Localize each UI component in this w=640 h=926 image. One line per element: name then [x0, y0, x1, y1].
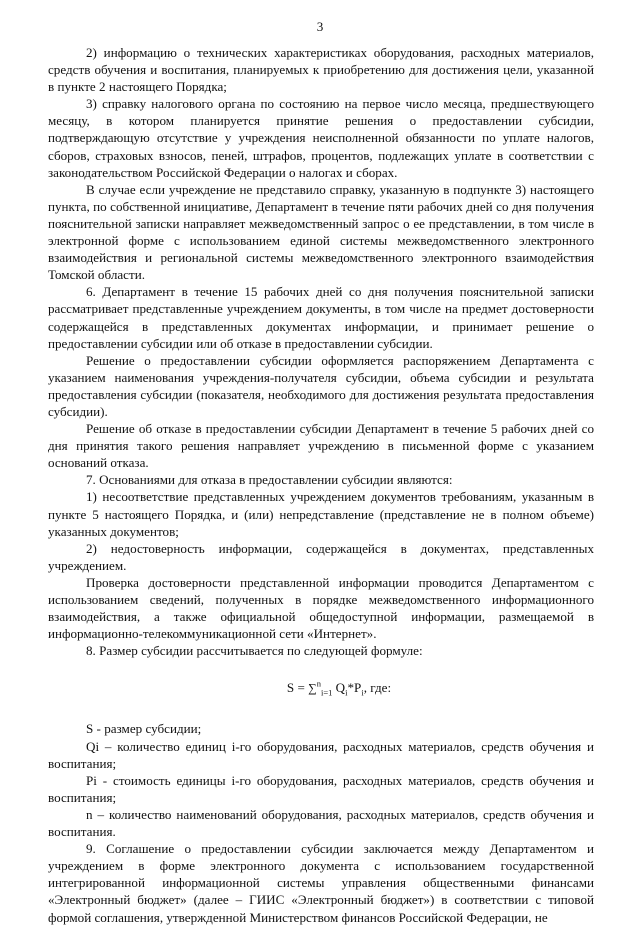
formula-p-index: i	[361, 687, 364, 698]
paragraph: 8. Размер субсидии рассчитывается по следующей формуле:	[86, 643, 423, 659]
paragraph: 7. Основаниями для отказа в предоставлении субсидии являются:	[86, 472, 453, 488]
subsidy-formula	[84, 679, 594, 697]
paragraph: 3) справку налогового органа по состоянию на первое число месяца, предшествующего месяцу, в котором планируется принятие решения о предоставлении субсидии, подтверждающую отсутствие у учреждения неисполненной обязанности по уплате налогов, сборов, страховых взносов, пеней, штрафов, процентов, подлежащих уплате в соответствии с законодательством Российской Федерации о налогах и сборах.	[48, 96, 594, 180]
formula-multiply: *	[347, 680, 355, 696]
document-body	[48, 44, 594, 926]
formula-q-index: i	[345, 687, 348, 698]
paragraph: 9. Соглашение о предоставлении субсидии заключается между Департаментом и учреждением в форме электронного документа с использованием государственной интегрированной информационной системы управления общественными финансами «Электронный бюджет» (далее – ГИИС «Электронный бюджет») в соответствии с типовой формой соглашения, утвержденной Министерством финансов Российской Федерации, не	[48, 841, 594, 925]
definition: Qi – количество единиц i-го оборудования, расходных материалов, средств обучения и воспитания;	[48, 738, 594, 771]
paragraph: 2) недостоверность информации, содержащейся в документах, представленных учреждением.	[48, 540, 594, 573]
formula-q: Q	[335, 680, 346, 696]
paragraph: В случае если учреждение не представило справку, указанную в подпункте 3) настоящего пункта, по собственной инициативе, Департамент в течение пяти рабочих дней со дня получения пояснительной записки направляет межведомственный запрос о ее представлении, в том числе в электронной форме с использованием единой системы межведомственного электронного взаимодействия и региональной системы межведомственного электронного взаимодействия Томской области.	[48, 181, 594, 283]
paragraph: Проверка достоверности представленной информации проводится Департаментом с использованием сведений, полученных в порядке межведомственного информационного взаимодействия, а также официальной общедоступной информации, размещаемой в информационно-телекоммуникационной сети «Интернет».	[48, 574, 594, 642]
formula-lhs: S	[286, 680, 295, 696]
formula-equals: =	[297, 680, 305, 696]
sum-upper-limit: n	[316, 679, 321, 690]
paragraph: Решение о предоставлении субсидии оформляется распоряжением Департамента с указанием наименования учреждения-получателя субсидии, объема субсидии и результата предоставления субсидии (показателя, необходимого для достижения результата предоставления субсидии).	[48, 352, 594, 419]
formula-p: P	[354, 680, 362, 696]
paragraph: 6. Департамент в течение 15 рабочих дней со дня получения пояснительной записки рассматривает представленные учреждением документы, в том числе на предмет достоверности содержащейся в представленных документах информации, и принимает решение о предоставлении субсидии или об отказе в предоставлении субсидии.	[48, 284, 594, 351]
sum-symbol: ∑	[308, 681, 317, 696]
page-number: 3	[316, 19, 324, 34]
definition: S - размер субсидии;	[86, 721, 202, 737]
sum-lower-limit: i=1	[320, 687, 333, 698]
paragraph: 2) информацию о технических характеристиках оборудования, расходных материалов, средств обучения и воспитания, планируемых к приобретению для достижения цели, указанной в пункте 2 настоящего Порядка;	[48, 45, 594, 95]
definition: Pi - стоимость единицы i-го оборудования, расходных материалов, средств обучения и воспитания;	[48, 772, 594, 805]
formula-tail: , где:	[363, 680, 392, 696]
definition: n – количество наименований оборудования, расходных материалов, средств обучения и воспитания.	[48, 806, 594, 840]
paragraph: Решение об отказе в предоставлении субсидии Департамент в течение 5 рабочих дней со дня принятия такого решения направляет учреждению в письменной форме с указанием оснований отказа.	[48, 421, 594, 471]
paragraph: 1) несоответствие представленных учреждением документов требованиям, указанным в пункте 5 настоящего Порядка, и (или) непредставление (представление не в полном объеме) указанных документов;	[48, 489, 594, 539]
